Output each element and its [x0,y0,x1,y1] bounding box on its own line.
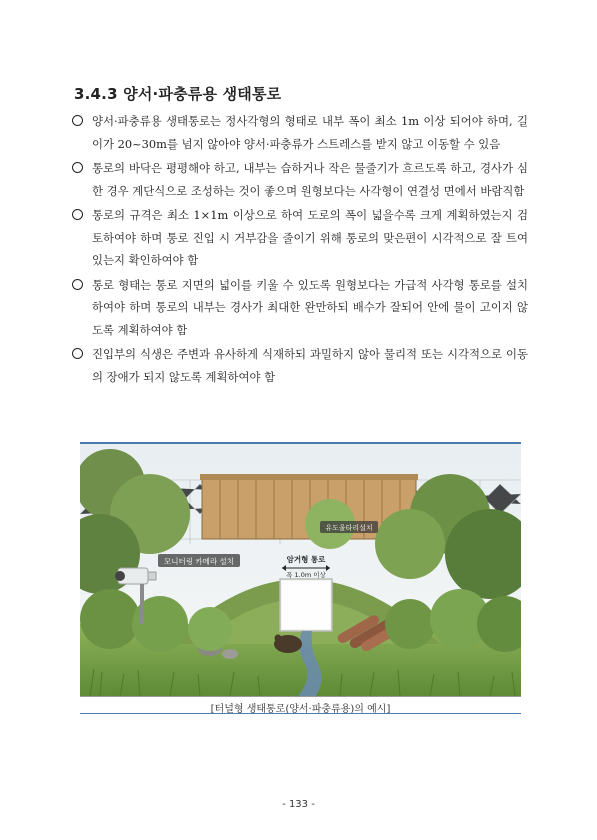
bullet-item [72,157,528,202]
section-title: 3.4.3 양서·파충류용 생태통로 [74,85,282,103]
fence-label: 유도울타리설치 [325,524,373,532]
bullet-text: 통로의 바닥은 평평해야 하고, 내부는 습하거나 작은 물줄기가 흐르도록 하고, 경사가 심한 경우 계단식으로 조성하는 것이 좋으며 원형보다는 사각형이 연결성 면에서 바람직함 [92,161,528,198]
bullet-text: 통로의 규격은 최소 1×1m 이상으로 하여 도로의 폭이 넓을수록 크게 계획하였는지 검토하여야 하며 통로 진입 시 거부감을 줄이기 위해 통로의 맞은편이 시각적으로 잘 트여있는지 확인하여야 함 [92,208,528,267]
caption-rule [80,696,521,697]
bullet-item [72,204,528,272]
camera-label: 모니터링 카메라 설치 [164,557,234,566]
bullet-item [72,274,528,342]
circle-bullet-icon [72,115,83,126]
bullet-text: 진입부의 식생은 주변과 유사하게 식재하되 과밀하지 않아 물리적 또는 시각적으로 이동의 장애가 되지 않도록 계획하여야 함 [92,347,528,384]
bullet-text: 양서·파충류용 생태통로는 정사각형의 형태로 내부 폭이 최소 1m 이상 되어야 하며, 길이가 20~30m를 넘지 않아야 양서·파충류가 스트레스를 받지 않고 이동할 수 있음 [92,114,528,151]
page-number: - 133 - [282,799,315,810]
circle-bullet-icon [72,279,83,290]
caption-bottom-rule [80,713,521,714]
figure-caption: [터널형 생태통로(양서·파충류용)의 예시] [210,704,391,715]
tunnel-width-label: 폭 1.0m 이상 [286,571,326,579]
bullet-item [72,110,528,155]
circle-bullet-icon [72,348,83,359]
bullet-text: 통로 형태는 통로 지면의 넓이를 키울 수 있도록 원형보다는 가급적 사각형 통로를 설치하여야 하며 통로의 내부는 경사가 최대한 완만하되 배수가 잘되어 안에 물이 고이지 않도록 계획하여야 함 [92,277,528,337]
tunnel-label: 암거형 통로 [286,555,326,564]
tunnel-illustration [80,442,521,696]
circle-bullet-icon [72,162,83,173]
circle-bullet-icon [72,209,83,220]
bullet-item [72,343,528,388]
bullet-list [72,110,528,390]
